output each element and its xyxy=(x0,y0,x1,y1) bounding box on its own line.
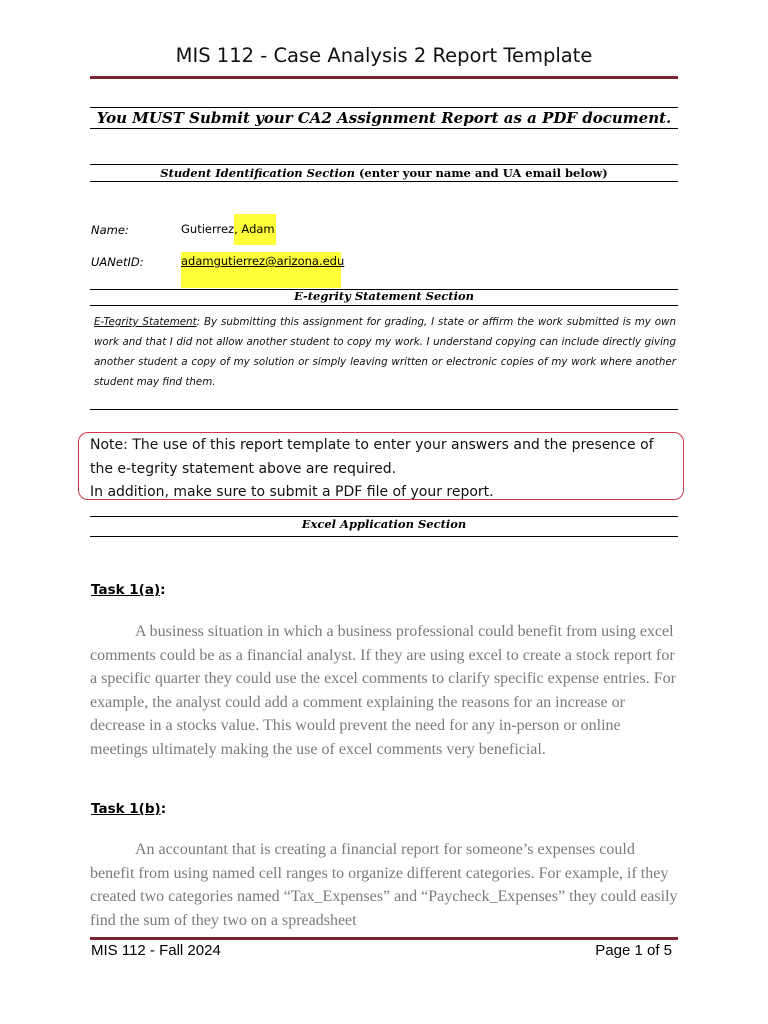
task-1b-label-colon: : xyxy=(160,801,167,817)
submission-notice: You MUST Submit your CA2 Assignment Report as a PDF document. xyxy=(96,109,672,127)
student-section-top-rule xyxy=(90,164,678,165)
notice-top-rule xyxy=(90,107,678,108)
note-box xyxy=(78,432,684,500)
etegrity-bottom-rule xyxy=(90,409,678,410)
student-section-title: Student Identification Section xyxy=(160,166,355,180)
task-1a-heading xyxy=(91,582,166,598)
task-1b-label-letter: b xyxy=(144,801,155,817)
netid-value xyxy=(181,252,345,288)
footer-divider xyxy=(90,937,678,940)
task-1b-label-paren: ) xyxy=(154,801,161,817)
title-divider xyxy=(90,76,678,79)
task-1a-label-colon: : xyxy=(160,582,166,598)
task-1b-label-prefix: Task 1( xyxy=(91,801,145,817)
etegrity-statement xyxy=(94,312,676,392)
etegrity-text: : By submitting this assignment for grading, I state or affirm the work submitted is my own work and that I did not allow another student to copy my work. I understand copying can include directly giving another student a copy of my solution or simply leaving written or electronic copies of my work where another student may find them. xyxy=(94,316,676,388)
footer-page-number: Page 1 of 5 xyxy=(595,942,672,959)
note-line-1: Note: The use of this report template to enter your answers and the presence of the e-tegrity statement above are required. xyxy=(90,437,654,477)
task-1a-label-paren: ) xyxy=(153,582,161,598)
student-section-instruction: (enter your name and UA email below) xyxy=(354,166,608,180)
footer-course: MIS 112 - Fall 2024 xyxy=(91,942,221,959)
task-1a-answer: A business situation in which a business professional could benefit from using excel comments could be as a financial analyst. If they are using excel to create a stock report for a specific quarter they could use the excel comments to clarify specific expense entries. For example, the analyst could add a comment explaining the reasons for an increase or decrease in a stocks value. This would prevent the need for any in-person or online meetings ultimately making the use of excel comments very beneficial. xyxy=(90,623,676,758)
note-line-2: In addition, make sure to submit a PDF file of your report. xyxy=(90,484,494,500)
student-section-bottom-rule xyxy=(90,181,678,182)
netid-email: adamgutierrez@arizona.edu xyxy=(181,254,345,268)
excel-section-bottom-rule xyxy=(90,536,678,537)
name-value xyxy=(181,222,276,236)
name-first: , Adam xyxy=(234,214,276,245)
task-1a-label-letter: a xyxy=(144,582,154,598)
task-1a-label-prefix: Task 1( xyxy=(91,582,145,598)
document-title: MIS 112 - Case Analysis 2 Report Template xyxy=(175,44,593,67)
task-1b-answer: An accountant that is creating a financial report for someone’s expenses could benefit from using named cell ranges to organize different categories. For example, if they created two categories named “Tax_Expenses” and “Paycheck_Expenses” they could easily find the sum of they two on a spreadsheet xyxy=(90,841,678,929)
etegrity-lead: E-Tegrity Statement xyxy=(94,316,197,328)
excel-section-heading: Excel Application Section xyxy=(301,517,467,531)
student-section-heading xyxy=(90,166,678,180)
task-1b-heading xyxy=(91,801,166,817)
name-last: Gutierrez xyxy=(181,222,235,236)
etegrity-heading-rule xyxy=(90,305,678,306)
name-label: Name: xyxy=(91,223,129,237)
netid-label: UANetID: xyxy=(91,255,144,269)
etegrity-section-heading: E-tegrity Statement Section xyxy=(293,289,475,303)
notice-bottom-rule xyxy=(90,128,678,129)
